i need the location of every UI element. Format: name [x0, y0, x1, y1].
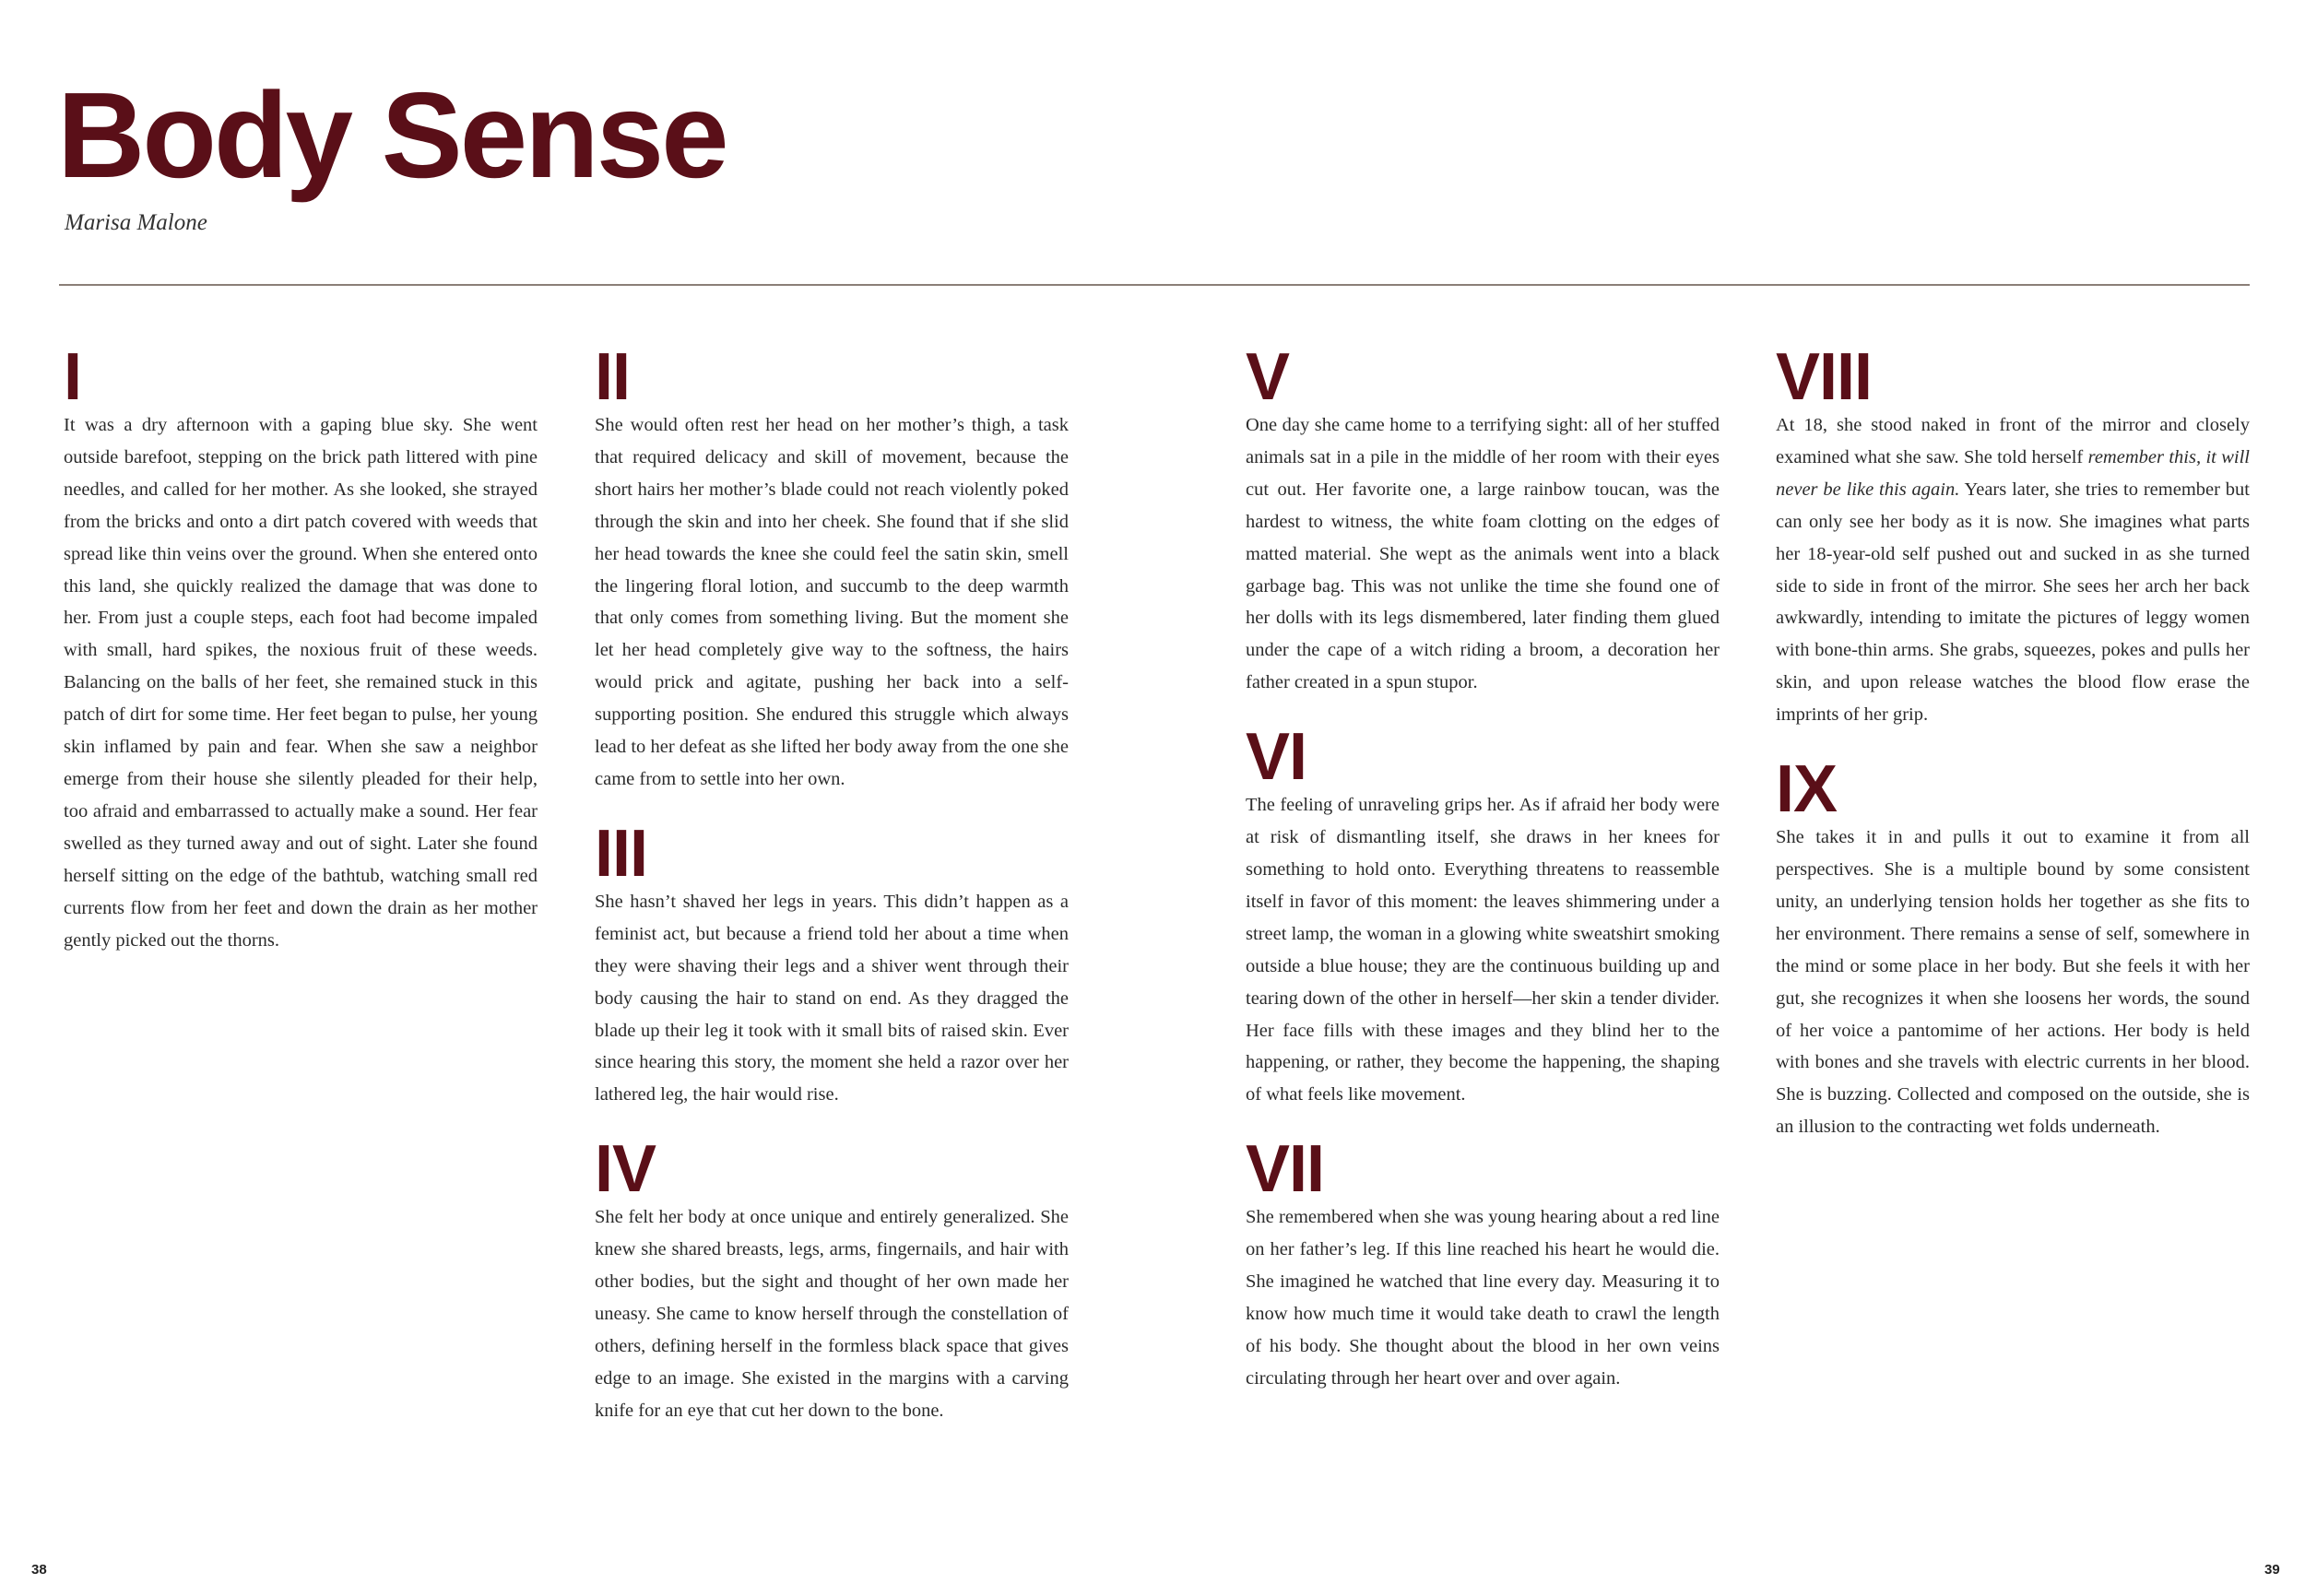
section-numeral: VIII: [1776, 340, 1873, 414]
section-text: The feeling of unraveling grips her. As if afraid her body were at risk of dismantling itself, she draws in her knees for something to hold onto. Everything threatens to reassemble itself in favor of this moment: the leaves shimmering under a street lamp, the woman in a glowing white sweatshirt smoking outside a blue house; they are the continuous building up and tearing down of the other in herself—her skin a tender divider. Her face fills with these images and they blind her to the happening, or rather, they become the happening, the shaping of what feels like movement.: [1246, 795, 1720, 1105]
section-text-end: Years later, she tries to remember but can only see her body as it is now. She imagines what parts her 18-year-old self pushed out and sucked in as she turned side to side in front of the mirror. She sees her arch her back awkwardly, intending to imitate the pictures of leggy women with bone-thin arms. She grabs, squeezes, pokes and pulls her skin, and upon release watches the blood flow erase the imprints of her grip.: [1776, 479, 2250, 726]
section-text-italic: remember this, it will never be like this again.: [1776, 446, 2250, 500]
section-numeral: IV: [595, 1132, 656, 1207]
author-byline: Marisa Malone: [65, 210, 207, 235]
section-numeral: VII: [1246, 1132, 1325, 1207]
section-text: She would often rest her head on her mother’s thigh, a task that required delicacy and skill of movement, because the short hairs her mother’s blade could not reach violently poked through the skin and into her cheek. She found that if she slid her head towards the knee she could feel the satin skin, smell the lingering floral lotion, and succumb to the deep warmth that only comes from something living. But the moment she let her head completely give way to the softness, the hairs would prick and agitate, pushing her back into a self-supporting position. She endured this struggle which always lead to her defeat as she lifted her body away from the one she came from to settle into her own.: [595, 415, 1069, 789]
section-numeral: III: [595, 816, 648, 891]
section-numeral: VI: [1246, 720, 1307, 795]
section-text-start: At 18, she stood naked in front of the mirror and closely examined what she saw. She told herself: [1776, 415, 2250, 467]
section-9: [1776, 752, 2250, 1143]
column-3: [1246, 340, 1720, 1419]
section-5: [1246, 340, 1720, 699]
section-text: She felt her body at once unique and entirely generalized. She knew she shared breasts, legs, arms, fingernails, and hair with other bodies, but the sight and thought of her own made her uneasy. She came to know herself through the constellation of others, defining herself in the formless black space that gives edge to an image. She existed in the margins with a carving knife for an eye that cut her down to the bone.: [595, 1207, 1069, 1421]
section-3: [595, 816, 1069, 1111]
section-text: She hasn’t shaved her legs in years. This didn’t happen as a feminist act, but because a friend told her about a time when they were shaving their legs and a shiver went through their body causing the hair to stand on end. As they dragged the blade up their leg it took with it small bits of raised skin. Ever since hearing this story, the moment she held a razor over her lathered leg, the hair would rise.: [595, 891, 1069, 1105]
header-divider: [59, 284, 2250, 286]
section-numeral: IX: [1776, 752, 1838, 827]
article-title: Body Sense: [57, 67, 727, 203]
section-6: [1246, 720, 1720, 1111]
section-4: [595, 1132, 1069, 1426]
section-7: [1246, 1132, 1720, 1394]
section-text: One day she came home to a terrifying sight: all of her stuffed animals sat in a pile in the middle of her room with their eyes cut out. Her favorite one, a large rainbow toucan, was the hardest to witness, the white foam clotting on the edges of matted material. She wept as the animals went into a black garbage bag. This was not unlike the time she found one of her dolls with its legs dismembered, later finding them glued under the cape of a witch riding a broom, a decoration her father created in a spun stupor.: [1246, 415, 1720, 693]
section-numeral: V: [1246, 340, 1290, 414]
page-number-left: 38: [31, 1562, 47, 1578]
page-number-right: 39: [2264, 1562, 2280, 1578]
column-1: [64, 340, 538, 980]
section-numeral: II: [595, 340, 631, 414]
column-4: [1776, 340, 2250, 1167]
section-1: [64, 340, 538, 956]
section-text: She takes it in and pulls it out to examine it from all perspectives. She is a multiple bound by some consistent unity, an underlying tension holds her together as she fits to her environment. There remains a sense of self, somewhere in the mind or some place in her body. But she feels it with her gut, she recognizes it when she loosens her words, the sound of her voice a pantomime of her actions. Her body is held with bones and she travels with electric currents in her blood. She is buzzing. Collected and composed on the outside, she is an illusion to the contracting wet folds underneath.: [1776, 827, 2250, 1138]
section-text: It was a dry afternoon with a gaping blue sky. She went outside barefoot, stepping on the brick path littered with pine needles, and called for her mother. As she looked, she strayed from the bricks and onto a dirt patch covered with weeds that spread like thin veins over the ground. When she entered onto this land, she quickly realized the damage that was done to her. From just a couple steps, each foot had become impaled with small, hard spikes, the noxious fruit of these weeds. Balancing on the balls of her feet, she remained stuck in this patch of dirt for some time. Her feet began to pulse, her young skin inflamed by pain and fear. When she saw a neighbor emerge from their house she silently pleaded for their help, too afraid and embarrassed to actually make a sound. Her fear swelled as they turned away and out of sight. Later she found herself sitting on the edge of the bathtub, watching small red currents flow from her feet and down the drain as her mother gently picked out the thorns.: [64, 415, 538, 951]
column-2: [595, 340, 1069, 1451]
section-8: [1776, 340, 2250, 731]
section-text: She remembered when she was young hearing about a red line on her father’s leg. If this line reached his heart he would die. She imagined he watched that line every day. Measuring it to know how much time it would take death to crawl the length of his body. She thought about the blood in her own veins circulating through her heart over and over again.: [1246, 1207, 1720, 1389]
section-2: [595, 340, 1069, 796]
section-text: [1776, 409, 2250, 731]
section-numeral: I: [64, 340, 82, 414]
